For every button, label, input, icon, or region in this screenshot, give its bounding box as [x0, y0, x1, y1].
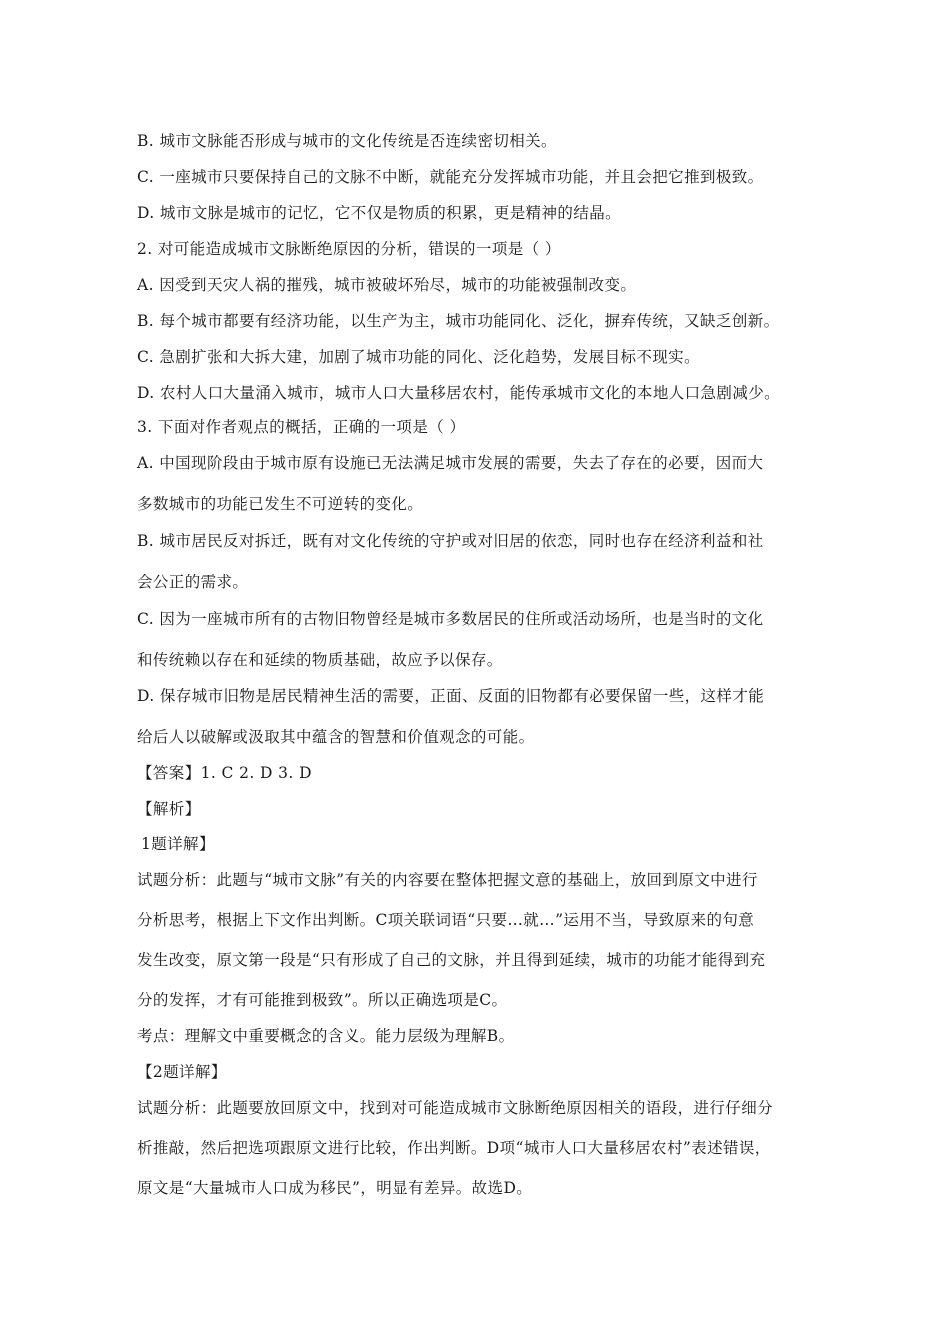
detail-2-heading: 【2题详解】 [137, 1063, 227, 1081]
option-1b: B. 城市文脉能否形成与城市的文化传统是否连续密切相关。 [137, 132, 557, 150]
detail-1-para-line1: 试题分析：此题与“城市文脉”有关的内容要在整体把握文意的基础上，放回到原文中进行 [137, 871, 758, 889]
answer-line: 【答案】1. C 2. D 3. D [137, 764, 312, 782]
detail-2-para-line3: 原文是“大量城市人口成为移民”，明显有差异。故选D。 [137, 1179, 533, 1197]
option-3d-line1: D. 保存城市旧物是居民精神生活的需要，正面、反面的旧物都有必要保留一些，这样才能 [137, 687, 765, 705]
option-3a-line1: A. 中国现阶段由于城市原有设施已无法满足城市发展的需要，失去了存在的必要，因而大 [137, 454, 764, 472]
option-3a-line2: 多数城市的功能已发生不可逆转的变化。 [137, 495, 424, 513]
analysis-heading: 【解析】 [137, 800, 201, 818]
option-3c-line2: 和传统赖以存在和延续的物质基础，故应予以保存。 [137, 651, 503, 669]
option-1d: D. 城市文脉是城市的记忆，它不仅是物质的积累，更是精神的结晶。 [137, 204, 622, 222]
option-3b-line2: 会公正的需求。 [137, 573, 249, 591]
detail-2-para-line1: 试题分析：此题要放回原文中，找到对可能造成城市文脉断绝原因相关的语段，进行仔细分 [137, 1099, 774, 1117]
option-3c-line1: C. 因为一座城市所有的古物旧物曾经是城市多数居民的住所或活动场所，也是当时的文化 [137, 610, 764, 628]
detail-1-heading: 1题详解】 [141, 835, 215, 853]
option-1c: C. 一座城市只要保持自己的文脉不中断，就能充分发挥城市功能，并且会把它推到极致。 [137, 168, 764, 186]
option-3d-line2: 给后人以破解或汲取其中蕴含的智慧和价值观念的可能。 [137, 728, 535, 746]
detail-1-para-line2: 分析思考，根据上下文作出判断。C项关联词语“只要…就…”运用不当，导致原来的句意 [137, 911, 755, 929]
option-2c: C. 急剧扩张和大拆大建，加剧了城市功能的同化、泛化趋势，发展目标不现实。 [137, 348, 700, 366]
option-3b-line1: B. 城市居民反对拆迁，既有对文化传统的守护或对旧居的依恋，同时也存在经济利益和社 [137, 532, 764, 550]
detail-1-para-line4: 分的发挥，才有可能推到极致”。所以正确选项是C。 [137, 991, 508, 1009]
question-2: 2. 对可能造成城市文脉断绝原因的分析，错误的一项是（ ） [137, 240, 561, 258]
detail-2-para-line2: 析推敲，然后把选项跟原文进行比较，作出判断。D项“城市人口大量移居农村”表述错误， [137, 1139, 771, 1157]
option-2b: B. 每个城市都要有经济功能，以生产为主，城市功能同化、泛化，摒弃传统，又缺乏创新。 [137, 312, 780, 330]
detail-1-para-line3: 发生改变，原文第一段是“只有形成了自己的文脉，并且得到延续，城市的功能才能得到充 [137, 951, 766, 969]
option-2d: D. 农村人口大量涌入城市，城市人口大量移居农村，能传承城市文化的本地人口急剧减少。 [137, 384, 781, 402]
detail-1-kaodian: 考点：理解文中重要概念的含义。能力层级为理解B。 [137, 1027, 515, 1045]
option-2a: A. 因受到天灾人祸的摧残，城市被破坏殆尽，城市的功能被强制改变。 [137, 276, 637, 294]
question-3: 3. 下面对作者观点的概括，正确的一项是（ ） [137, 418, 466, 436]
